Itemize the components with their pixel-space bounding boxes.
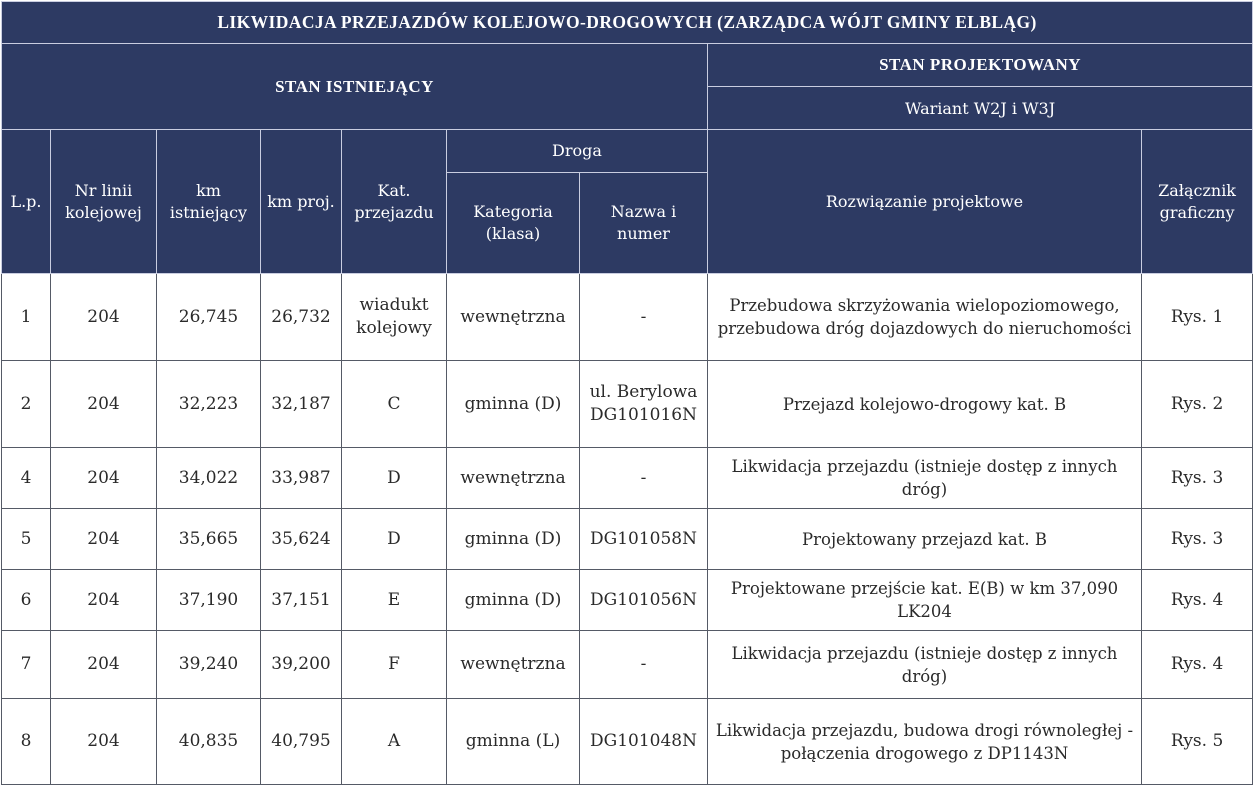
cell-attachment: Rys. 1 [1142, 274, 1253, 361]
cell-lp: 7 [2, 631, 51, 699]
cell-crossing-cat: E [342, 570, 447, 631]
cell-attachment: Rys. 3 [1142, 448, 1253, 509]
col-header-line-no: Nr linii kolejowej [51, 130, 157, 274]
section-existing-header: STAN ISTNIEJĄCY [2, 44, 708, 130]
cell-km-proj: 39,200 [261, 631, 342, 699]
cell-km-existing: 39,240 [157, 631, 261, 699]
col-header-attachment: Załącznik graficzny [1142, 130, 1253, 274]
cell-solution: Likwidacja przejazdu, budowa drogi równoległej - połączenia drogowego z DP1143N [708, 699, 1142, 785]
cell-km-existing: 40,835 [157, 699, 261, 785]
cell-line-no: 204 [51, 570, 157, 631]
cell-crossing-cat: A [342, 699, 447, 785]
cell-solution: Przebudowa skrzyżowania wielopoziomowego, przebudowa dróg dojazdowych do nieruchomości [708, 274, 1142, 361]
section-projected-header: STAN PROJEKTOWANY [708, 44, 1253, 87]
cell-road-category: gminna (D) [447, 509, 580, 570]
cell-lp: 4 [2, 448, 51, 509]
cell-road-category: wewnętrzna [447, 274, 580, 361]
table-row [2, 631, 1253, 699]
cell-road-name: DG101058N [580, 509, 708, 570]
cell-solution: Projektowany przejazd kat. B [708, 509, 1142, 570]
cell-attachment: Rys. 4 [1142, 631, 1253, 699]
col-header-lp: L.p. [2, 130, 51, 274]
cell-km-existing: 35,665 [157, 509, 261, 570]
cell-solution: Przejazd kolejowo-drogowy kat. B [708, 361, 1142, 448]
cell-km-proj: 37,151 [261, 570, 342, 631]
col-header-km-proj: km proj. [261, 130, 342, 274]
cell-line-no: 204 [51, 631, 157, 699]
cell-km-existing: 34,022 [157, 448, 261, 509]
cell-line-no: 204 [51, 509, 157, 570]
col-header-crossing-cat: Kat. przejazdu [342, 130, 447, 274]
cell-lp: 2 [2, 361, 51, 448]
table-row [2, 448, 1253, 509]
cell-road-category: gminna (D) [447, 361, 580, 448]
cell-crossing-cat: C [342, 361, 447, 448]
cell-line-no: 204 [51, 699, 157, 785]
col-header-road-group: Droga [447, 130, 708, 173]
variant-label: Wariant W2J i W3J [708, 87, 1253, 130]
col-header-road-category: Kategoria (klasa) [447, 173, 580, 274]
cell-attachment: Rys. 3 [1142, 509, 1253, 570]
col-header-solution: Rozwiązanie projektowe [708, 130, 1142, 274]
table-row [2, 274, 1253, 361]
cell-road-category: wewnętrzna [447, 631, 580, 699]
cell-km-existing: 37,190 [157, 570, 261, 631]
cell-road-name: ul. Berylowa DG101016N [580, 361, 708, 448]
cell-road-name: DG101056N [580, 570, 708, 631]
table-row [2, 570, 1253, 631]
cell-crossing-cat: wiadukt kolejowy [342, 274, 447, 361]
cell-km-proj: 33,987 [261, 448, 342, 509]
cell-km-existing: 26,745 [157, 274, 261, 361]
cell-lp: 6 [2, 570, 51, 631]
cell-crossing-cat: D [342, 448, 447, 509]
cell-line-no: 204 [51, 448, 157, 509]
cell-line-no: 204 [51, 361, 157, 448]
cell-lp: 5 [2, 509, 51, 570]
table-row [2, 509, 1253, 570]
cell-crossing-cat: F [342, 631, 447, 699]
col-header-km-existing: km istniejący [157, 130, 261, 274]
crossings-table [1, 1, 1253, 785]
cell-road-category: gminna (D) [447, 570, 580, 631]
cell-line-no: 204 [51, 274, 157, 361]
cell-km-proj: 40,795 [261, 699, 342, 785]
table-row [2, 699, 1253, 785]
cell-lp: 8 [2, 699, 51, 785]
cell-km-proj: 32,187 [261, 361, 342, 448]
table-title: LIKWIDACJA PRZEJAZDÓW KOLEJOWO-DROGOWYCH (ZARZĄDCA WÓJT GMINY ELBLĄG) [2, 2, 1253, 44]
cell-solution: Projektowane przejście kat. E(B) w km 37,090 LK204 [708, 570, 1142, 631]
cell-attachment: Rys. 4 [1142, 570, 1253, 631]
cell-km-existing: 32,223 [157, 361, 261, 448]
table-row [2, 361, 1253, 448]
cell-road-category: gminna (L) [447, 699, 580, 785]
cell-km-proj: 26,732 [261, 274, 342, 361]
cell-road-category: wewnętrzna [447, 448, 580, 509]
cell-road-name: - [580, 274, 708, 361]
cell-road-name: DG101048N [580, 699, 708, 785]
cell-attachment: Rys. 2 [1142, 361, 1253, 448]
cell-solution: Likwidacja przejazdu (istnieje dostęp z innych dróg) [708, 631, 1142, 699]
cell-crossing-cat: D [342, 509, 447, 570]
cell-lp: 1 [2, 274, 51, 361]
cell-road-name: - [580, 631, 708, 699]
col-header-road-name: Nazwa i numer [580, 173, 708, 274]
cell-road-name: - [580, 448, 708, 509]
cell-solution: Likwidacja przejazdu (istnieje dostęp z innych dróg) [708, 448, 1142, 509]
cell-attachment: Rys. 5 [1142, 699, 1253, 785]
cell-km-proj: 35,624 [261, 509, 342, 570]
